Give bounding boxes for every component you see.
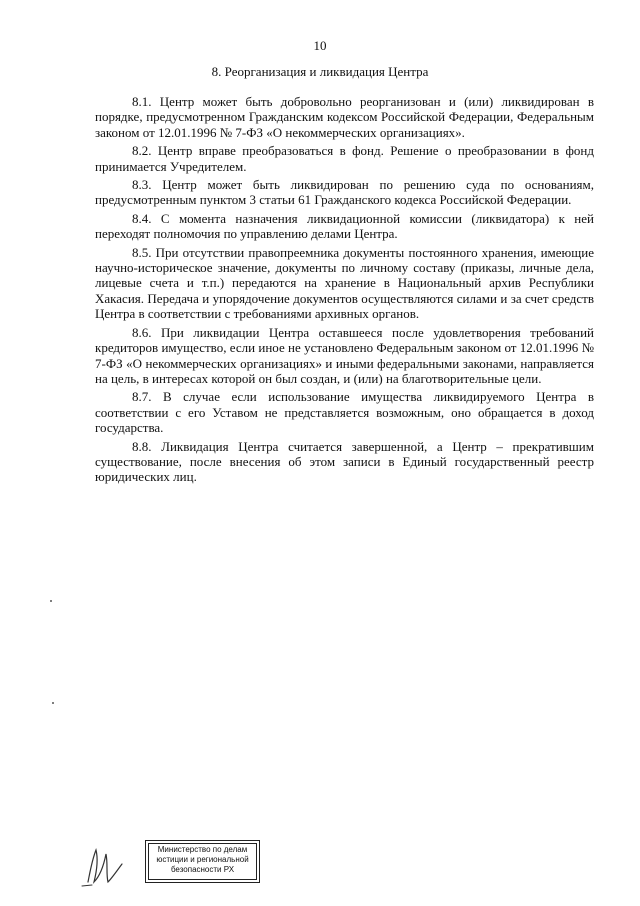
document-body [95, 94, 594, 488]
paragraph-8-8: 8.8. Ликвидация Центра считается завершенной, а Центр – прекратившим существование, после внесения об этом записи в Единый государственный реестр юридических лиц. [95, 438, 594, 485]
paragraph-8-1: 8.1. Центр может быть добровольно реорганизован и (или) ликвидирован в порядке, предусмотренном Гражданским кодексом Российской Федерации, Федеральным законом от 12.01.1996 № 7-ФЗ «О некоммерческих организациях». [95, 94, 594, 140]
paragraph-8-5: 8.5. При отсутствии правопреемника документы постоянного хранения, имеющие научно-историческое значение, документы по личному составу (приказы, личные дела, лицевые счета и т.п.) передаются на хранение в Национальный архив Республики Хакасия. Передача и упорядочение документов осуществляются силами и за счет средств Центра в соответствии с требованиями архивных органов. [95, 244, 594, 322]
paragraph-8-3: 8.3. Центр может быть ликвидирован по решению суда по основаниям, предусмотренным пунктом 3 статьи 61 Гражданского кодекса Российской Федерации. [95, 177, 594, 208]
paragraph-8-6: 8.6. При ликвидации Центра оставшееся после удовлетворения требований кредиторов имущество, если иное не установлено Федеральным законом от 12.01.1996 № 7-ФЗ «О некоммерческих организациях» и иными федеральными законами, направляется на цель, в интересах которой он был создан, и (или) на благотворительные цели. [95, 324, 594, 386]
handwritten-signature [78, 842, 130, 890]
page-number: 10 [313, 38, 327, 53]
registration-stamp [145, 840, 260, 883]
paragraph-8-7: 8.7. В случае если использование имущества ликвидируемого Центра в соответствии с его Уставом не представляется возможным, оно обращается в доход государства. [95, 389, 594, 436]
scan-speck [50, 600, 52, 602]
paragraph-8-4: 8.4. С момента назначения ликвидационной комиссии (ликвидатора) к ней переходят полномочия по управлению делами Центра. [95, 210, 594, 242]
paragraph-8-2: 8.2. Центр вправе преобразоваться в фонд. Решение о преобразовании в фонд принимается Учредителем. [95, 143, 594, 174]
stamp-line: безопасности РХ [170, 865, 235, 874]
stamp-line: Министерство по делам [157, 845, 248, 854]
scan-speck [52, 702, 54, 704]
stamp-line: юстиции и региональной [156, 855, 249, 864]
section-title: 8. Реорганизация и ликвидация Центра [211, 64, 429, 79]
